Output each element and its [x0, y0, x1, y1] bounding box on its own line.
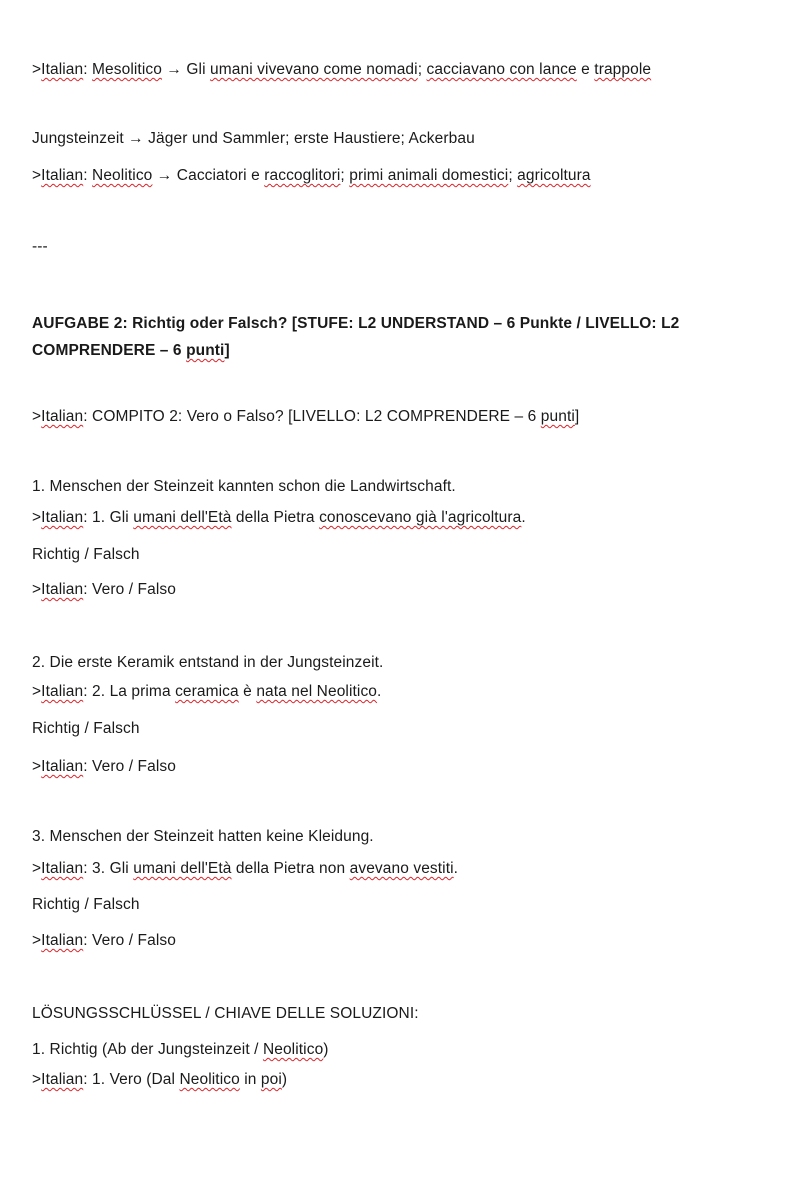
text-segment: in	[239, 1071, 261, 1088]
text-segment: : 1. Gli	[83, 509, 134, 526]
spellcheck-flagged-word: Italian	[41, 1071, 84, 1088]
text-segment: LÖSUNGSSCHLÜSSEL / CHIAVE DELLE SOLUZIONI:	[32, 1005, 419, 1022]
text-segment: >	[32, 61, 42, 78]
text-segment: >	[32, 167, 42, 184]
text-segment: .	[377, 683, 382, 700]
question-3	[32, 827, 374, 847]
spellcheck-flagged-word: cacciavano con lance	[426, 61, 577, 78]
text-segment: Richtig / Falsch	[32, 546, 140, 563]
question-2	[32, 653, 383, 673]
spellcheck-flagged-word: poi	[260, 1071, 282, 1088]
spellcheck-flagged-word: umani vivevano come nomadi	[210, 61, 418, 78]
text-segment: 3. Menschen der Steinzeit hatten keine Kleidung.	[32, 828, 374, 845]
text-segment: >	[32, 581, 42, 598]
solution-1	[32, 1040, 329, 1060]
answer-options-3-it	[32, 931, 176, 951]
text-segment: 1. Menschen der Steinzeit kannten schon die Landwirtschaft.	[32, 478, 456, 495]
text-segment: .	[453, 860, 459, 877]
spellcheck-flagged-word: Italian	[41, 61, 84, 78]
text-segment: >	[32, 932, 42, 949]
spellcheck-flagged-word: conoscevano già l'agricoltura	[319, 509, 522, 526]
spellcheck-flagged-word: Neolitico	[92, 167, 153, 184]
answer-options-1	[32, 545, 140, 565]
text-segment: :	[83, 61, 93, 78]
spellcheck-flagged-word: umani dell'Età	[133, 509, 232, 526]
text-segment: della Pietra non	[231, 860, 350, 877]
text-segment: : 3. Gli	[83, 860, 134, 877]
task-heading-it	[32, 407, 579, 427]
spellcheck-flagged-word: Neolitico	[262, 1041, 324, 1058]
text-line-jungsteinzeit-de	[32, 129, 475, 149]
text-segment: Richtig / Falsch	[32, 896, 140, 913]
spellcheck-flagged-word: Neolitico	[179, 1071, 240, 1088]
text-segment: :	[83, 167, 93, 184]
text-segment: : Vero / Falso	[83, 758, 176, 775]
text-segment: 1. Richtig (Ab der Jungsteinzeit /	[32, 1041, 263, 1058]
spellcheck-flagged-word: Italian	[41, 683, 84, 700]
spellcheck-flagged-word: Italian	[41, 167, 84, 184]
answer-options-2	[32, 719, 140, 739]
spellcheck-flagged-word: Italian	[41, 932, 84, 949]
text-segment: : COMPITO 2: Vero o Falso? [LIVELLO: L2 COMPRENDERE – 6	[83, 408, 541, 425]
spellcheck-flagged-word: raccoglitori	[264, 167, 341, 184]
answer-options-3	[32, 895, 140, 915]
text-segment: .	[521, 509, 526, 526]
text-segment: Jungsteinzeit → Jäger und Sammler; erste Haustiere; Ackerbau	[32, 130, 475, 147]
question-2-it	[32, 682, 381, 702]
text-segment: >	[32, 509, 42, 526]
text-segment: ---	[32, 238, 48, 255]
text-segment: : 1. Vero (Dal	[83, 1071, 180, 1088]
solution-key-heading	[32, 1004, 419, 1024]
text-segment: della Pietra	[231, 509, 320, 526]
spellcheck-flagged-word: ceramica	[175, 683, 239, 700]
text-segment: )	[323, 1041, 329, 1058]
text-segment: >	[32, 683, 42, 700]
text-segment: ;	[417, 61, 427, 78]
text-segment: >	[32, 1071, 42, 1088]
text-segment: Richtig / Falsch	[32, 720, 140, 737]
task-heading	[32, 310, 722, 364]
spellcheck-flagged-word: Italian	[41, 408, 84, 425]
spellcheck-flagged-word: Italian	[41, 758, 84, 775]
text-segment: ;	[340, 167, 350, 184]
spellcheck-flagged-word: primi animali domestici	[349, 167, 509, 184]
question-3-it	[32, 859, 458, 879]
text-line-mesolitico-it	[32, 60, 651, 80]
text-segment: )	[281, 1071, 288, 1088]
spellcheck-flagged-word: punti	[540, 408, 575, 425]
text-line-neolitico-it	[32, 166, 591, 186]
text-segment: → Gli	[161, 61, 211, 78]
answer-options-2-it	[32, 757, 176, 777]
text-segment: >	[32, 860, 42, 877]
text-segment: e	[576, 61, 595, 78]
spellcheck-flagged-word: Italian	[41, 509, 84, 526]
spellcheck-flagged-word: agricoltura	[517, 167, 591, 184]
text-segment: è	[238, 683, 257, 700]
solution-1-it	[32, 1070, 287, 1090]
text-segment: 2. Die erste Keramik entstand in der Jungsteinzeit.	[32, 654, 384, 671]
spellcheck-flagged-word: avevano vestiti	[349, 860, 454, 877]
spellcheck-flagged-word: Italian	[41, 860, 84, 877]
spellcheck-flagged-word: nata nel Neolitico	[256, 683, 378, 700]
separator-text	[32, 237, 48, 257]
spellcheck-flagged-word: punti	[186, 342, 225, 359]
text-segment: : 2. La prima	[83, 683, 176, 700]
text-segment: >	[32, 408, 42, 425]
text-segment: ]	[224, 342, 230, 359]
spellcheck-flagged-word: Italian	[41, 581, 84, 598]
text-segment: AUFGABE 2: Richtig oder Falsch? [STUFE: L2 UNDERSTAND – 6 Punkte / LIVELLO: L2 COMPRENDERE – 6	[32, 315, 680, 359]
text-segment: → Cacciatori e	[152, 167, 265, 184]
text-segment: : Vero / Falso	[83, 581, 176, 598]
question-1-it	[32, 508, 526, 528]
text-segment: ;	[508, 167, 518, 184]
text-segment: : Vero / Falso	[83, 932, 176, 949]
spellcheck-flagged-word: Mesolitico	[92, 61, 162, 78]
answer-options-1-it	[32, 580, 176, 600]
question-1	[32, 477, 456, 497]
text-segment: >	[32, 758, 42, 775]
spellcheck-flagged-word: umani dell'Età	[133, 860, 232, 877]
spellcheck-flagged-word: trappole	[594, 61, 652, 78]
text-segment: ]	[574, 408, 580, 425]
